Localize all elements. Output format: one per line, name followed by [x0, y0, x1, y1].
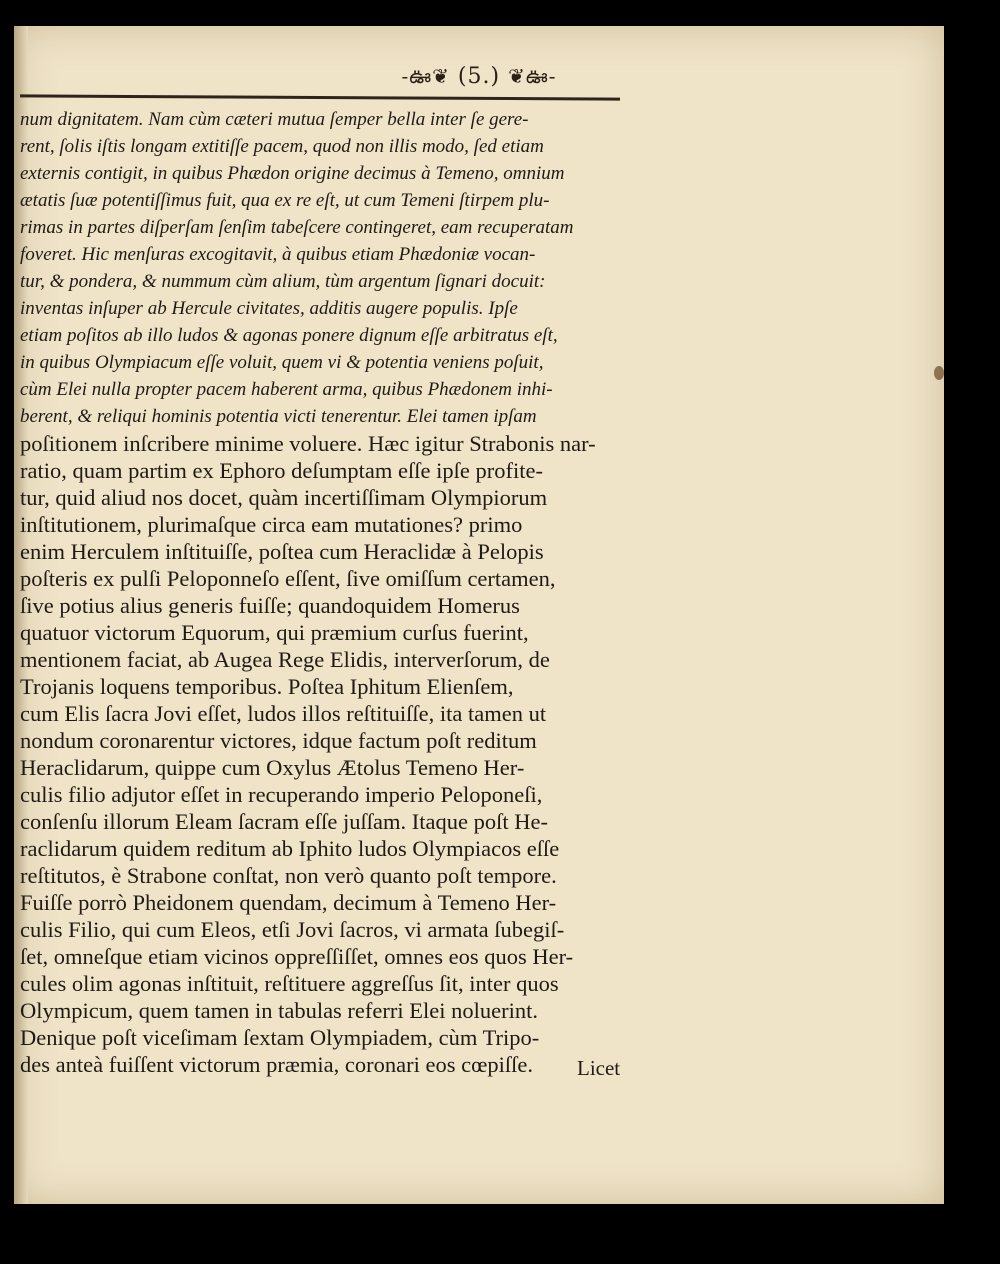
text-line: quatuor victorum Equorum, qui præmium curſus fuerint,: [20, 620, 529, 645]
text-line: raclidarum quidem reditum ab Iphito ludos Olympiacos eſſe: [20, 836, 560, 861]
paper-stain: [934, 366, 944, 380]
text-line: Trojanis loquens temporibus. Poſtea Iphitum Elienſem,: [20, 674, 514, 699]
text-line: mentionem faciat, ab Augea Rege Elidis, interverſorum, de: [20, 647, 550, 672]
text-line: berent, & reliqui hominis potentia victi tenerentur. Elei tamen ipſam: [20, 406, 537, 427]
text-line: reſtitutos, è Strabone conſtat, non verò quanto poſt tempore.: [20, 863, 557, 888]
text-line: cùm Elei nulla propter pacem haberent arma, quibus Phædonem inhi-: [20, 379, 553, 400]
text-line: ratio, quam partim ex Ephoro deſumptam eſſe ipſe profite-: [20, 458, 543, 483]
text-line: enim Herculem inſtituiſſe, poſtea cum Heraclidæ à Pelopis: [20, 539, 544, 564]
ornament-left: -ఊ❦: [401, 64, 450, 88]
text-line: cules olim agonas inſtituit, reſtituere aggreſſus ſit, inter quos: [20, 971, 559, 996]
text-line: externis contigit, in quibus Phædon origine decimus à Temeno, omnium: [20, 163, 565, 184]
text-line: Denique poſt viceſimam ſextam Olympiadem, cùm Tripo-: [20, 1025, 540, 1050]
text-line: rent, ſolis iſtis longam extitiſſe pacem, quod non illis modo, ſed etiam: [20, 136, 544, 157]
book-page: [14, 26, 944, 1204]
text-line: poſitionem inſcribere minime voluere. Hæc igitur Strabonis nar-: [20, 431, 596, 456]
text-line: ſive potius alius generis fuiſſe; quandoquidem Homerus: [20, 593, 520, 618]
text-line: ætatis ſuæ potentiſſimus fuit, qua ex re eſt, ut cum Temeni ſtirpem plu-: [20, 190, 550, 211]
text-line: etiam poſitos ab illo ludos & agonas ponere dignum eſſe arbitratus eſt,: [20, 325, 558, 346]
text-line: tur, & pondera, & nummum cùm alium, tùm argentum ſignari docuit:: [20, 271, 546, 292]
text-line: rimas in partes diſperſam ſenſim tabeſcere contingeret, eam recuperatam: [20, 217, 574, 238]
text-line: foveret. Hic menſuras excogitavit, à quibus etiam Phædoniæ vocan-: [20, 244, 536, 265]
text-line: inſtitutionem, plurimaſque circa eam mutationes? primo: [20, 512, 523, 537]
page-header: [14, 64, 944, 94]
text-line: Olympicum, quem tamen in tabulas referri Elei noluerint.: [20, 998, 538, 1023]
text-line: des anteà fuiſſent victorum præmia, coronari eos cœpiſſe.: [20, 1052, 533, 1077]
text-line: cum Elis ſacra Jovi eſſet, ludos illos reſtituiſſe, ita tamen ut: [20, 701, 547, 726]
text-line: inventas inſuper ab Hercule civitates, additis augere populis. Ipſe: [20, 298, 518, 319]
body-text: [20, 106, 640, 1078]
text-line: Heraclidarum, quippe cum Oxylus Ætolus Temeno Her-: [20, 755, 525, 780]
page-number: (5.): [457, 64, 501, 89]
header-rule: [20, 94, 620, 100]
text-line: culis Filio, qui cum Eleos, etſi Jovi ſacros, vi armata ſubegiſ-: [20, 917, 565, 942]
text-line: ſet, omneſque etiam vicinos oppreſſiſſet, omnes eos quos Her-: [20, 944, 574, 969]
text-line: nondum coronarentur victores, idque factum poſt reditum: [20, 728, 537, 753]
text-line: in quibus Olympiacum eſſe voluit, quem vi & potentia veniens poſuit,: [20, 352, 544, 373]
text-line: tur, quid aliud nos docet, quàm incertiſſimam Olympiorum: [20, 485, 548, 510]
text-line: Fuiſſe porrò Pheidonem quendam, decimum à Temeno Her-: [20, 890, 557, 915]
catchword: Licet: [577, 1056, 621, 1080]
text-line: conſenſu illorum Eleam ſacram eſſe juſſam. Itaque poſt He-: [20, 809, 548, 834]
text-line: poſteris ex pulſi Peloponneſo eſſent, ſive omiſſum certamen,: [20, 566, 556, 591]
text-line: num dignitatem. Nam cùm cæteri mutua ſemper bella inter ſe gere-: [20, 109, 529, 130]
ornament-right: ❦ఊ-: [508, 64, 557, 88]
text-line: culis filio adjutor eſſet in recuperando imperio Peloponeſi,: [20, 782, 543, 807]
